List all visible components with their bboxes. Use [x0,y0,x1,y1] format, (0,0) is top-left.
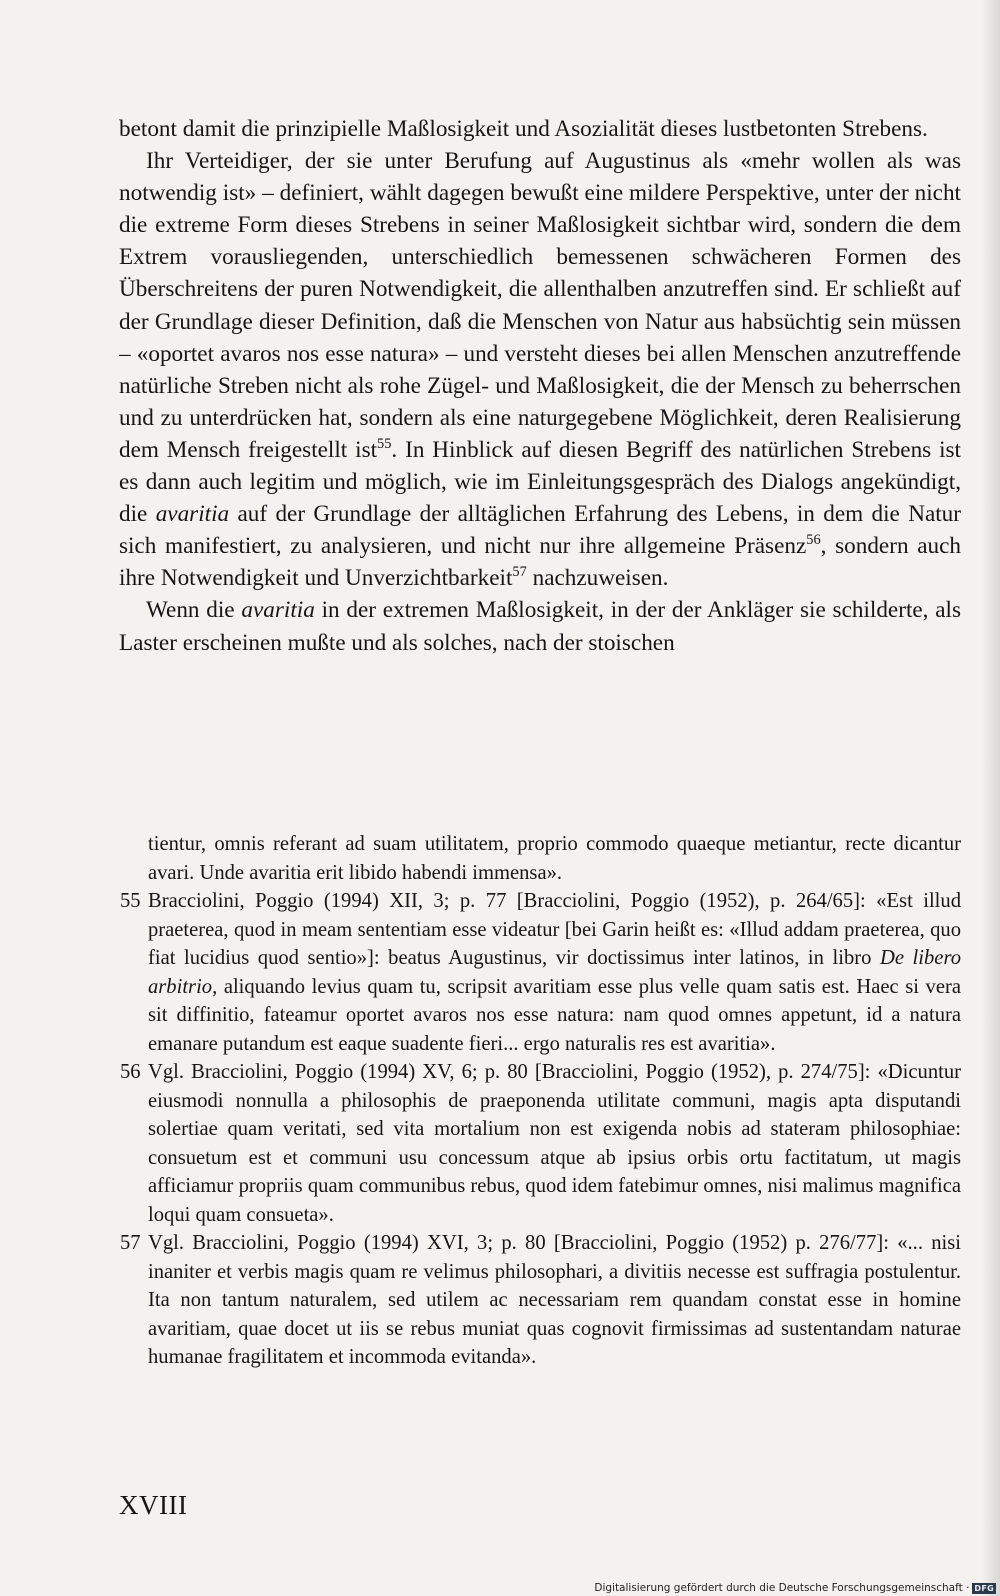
footnote-continuation: tientur, omnis referant ad suam utilitatem, proprio commodo quaeque metiantur, recte dicantur avari. Unde avaritia erit libido habendi immensa». [148,833,961,884]
paragraph-2-text-e: nachzuweisen. [526,565,669,592]
page-number: XVIII [119,1490,188,1520]
dfg-logo: DFG [974,1583,994,1593]
paragraph-2-text-b: . In Hinblick auf diesen Begriff des natürlichen Strebens ist es dann auch legitim und möglich, wie im Einleitungsgespräch des Dialogs angekündigt, die [119,436,961,528]
footnote-number-56: 56 [120,1061,141,1083]
footnote-57 [120,1229,961,1372]
main-body-text [119,113,961,659]
paragraph-2-text-a: Ihr Verteidiger, der sie unter Berufung auf Augustinus als «mehr wollen als was notwendig ist» – definiert, wählt dagegen bewußt eine mildere Perspektive, unter der nicht die extreme Form dieses Strebens in seiner Maßlosigkeit sichtbar wird, sondern die dem Extrem vorausliegenden, unterschiedlich bemessenen schwächeren Formen des Überschreitens der puren Notwendigkeit, die allenthalben anzutreffen sind. Er schließt auf der Grundlage dieser Definition, daß die Menschen von Natur aus habsüchtig sein müssen – «oportet avaros nos esse natura» – und versteht dieses bei allen Menschen anzutreffende natürliche Streben nicht als rohe Zügel- und Maßlosigkeit, die der Mensch zu beherrschen und zu unterdrücken hat, sondern als eine naturgegebene Möglichkeit, deren Realisierung dem Mensch freigestellt ist [119,148,961,463]
footnote-ref-56[interactable]: 56 [806,532,821,549]
footnote-55 [120,887,961,1058]
footnote-ref-57[interactable]: 57 [512,564,527,581]
paragraph-3-text-b: in der extremen Maßlosigkeit, in der der Ankläger sie schilderte, als Laster erscheinen mußte und als solches, nach der stoischen [119,597,961,656]
paragraph-2-text-c: auf der Grundlage der alltäglichen Erfahrung des Lebens, in dem die Natur sich manifestiert, zu analysieren, und nicht nur ihre allgemeine Präsenz [119,501,961,560]
paragraph-1: betont damit die prinzipielle Maßlosigkeit und Asozialität dieses lustbetonten Strebens. [119,116,928,142]
paragraph-3-text-a: Wenn die [146,597,242,624]
footnote-55-text-a: Bracciolini, Poggio (1994) XII, 3; p. 77 [Bracciolini, Poggio (1952), p. 264/65]: «Est illud praeterea, quod in meam sententiam esse videatur [bei Garin heißt es: «Illud addam praeterea, quo fiat lucidius quod sentio»]: beatus Augustinus, vir doctissimus inter latinos, in libro [148,890,961,969]
footnote-56 [120,1058,961,1229]
footnote-55-text-b: , aliquando levius quam tu, scripsit avaritiam esse plus velle quam satis est. Haec si vera sit diffinitio, fateamur oportet avaros nos esse natura: nam quod omnes appetunt, id a natura emanare putandum est eaque suadente fieri... ergo naturalis res est avaritia». [148,975,961,1055]
term-avaritia: avaritia [155,501,230,528]
footnote-57-text: Vgl. Bracciolini, Poggio (1994) XVI, 3; p. 80 [Bracciolini, Poggio (1952) p. 276/77]: «... nisi inaniter et verbis magis quam re velimus philosophari, a divitiis necesse est suffragia postulentur. Ita non tantum naturalem, sed utilem ac necessariam rem quandam constat esse in homine avaritiam, quae docet ut iis se rebus muniat quas cognovit firmissimas ad sustentandam naturae humanae fragilitatem et incommoda evitanda». [148,1232,961,1368]
work-title: De libero arbitrio [148,947,961,998]
credit-text: Digitalisierung gefördert durch die Deutsche Forschungsgemeinschaft · [594,1582,970,1594]
footnotes-section [120,830,961,1372]
paragraph-3 [119,594,961,658]
footnote-number-55: 55 [120,890,141,912]
page-edge-shadow [982,0,1000,1596]
term-avaritia: avaritia [241,597,315,624]
footnote-56-text: Vgl. Bracciolini, Poggio (1994) XV, 6; p. 80 [Bracciolini, Poggio (1952), p. 274/75]: «Dicuntur eiusmodi nonnulla a philosophis de praeponenda utilitate communi, magis apta disputandi solertiae quam veritati, sed vita mortalium non est exigenda nobis ad stateram philosophiae: consuetum est et communi usu concessum atque ab ipsius orbis ortu factitatum, ut magis afficiamur propriis quam communibus rebus, quod idem fatebimur omnes, nisi malimus magnifica loqui quam consueta». [148,1061,961,1226]
paragraph-2-text-d: , sondern auch ihre Notwendigkeit und Unverzichtbarkeit [119,533,961,592]
footnote-ref-55[interactable]: 55 [377,436,392,453]
footnote-number-57: 57 [120,1232,141,1254]
paragraph-2 [119,145,961,594]
digitization-credit [594,1582,996,1594]
